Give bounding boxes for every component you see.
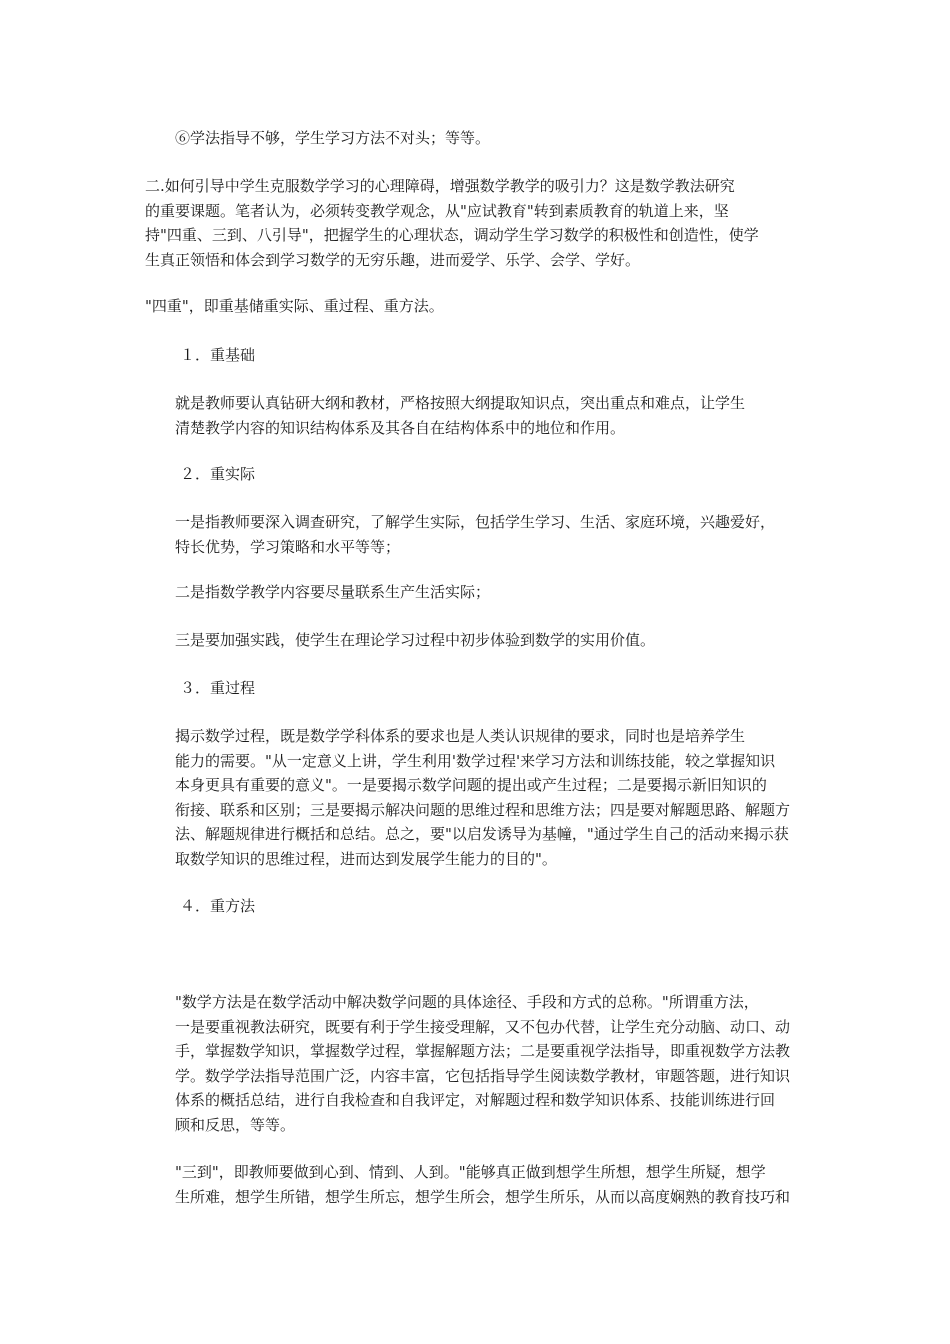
text-line: "四重"，即重基储重实际、重过程、重方法。 — [145, 297, 444, 315]
text-line: 取数学知识的思维过程，进而达到发展学生能力的目的"。 — [175, 849, 557, 868]
heading-text: ２．重实际 — [180, 465, 256, 483]
paragraph-process — [145, 724, 810, 871]
text-line: 本身更具有重要的意义"。一是要揭示数学问题的提出或产生过程；二是要揭示新旧知识的 — [175, 776, 767, 794]
text-line: 顾和反思，等等。 — [175, 1115, 296, 1134]
text-line: 体系的概括总结，进行自我检查和自我评定，对解题过程和数学知识体系、技能训练进行回 — [175, 1091, 776, 1109]
section-heading-basics — [180, 343, 480, 368]
paragraph-basics — [145, 391, 810, 440]
text-line: 清楚教学内容的知识结构体系及其各自在结构体系中的地位和作用。 — [175, 418, 626, 437]
text-line: 手，掌握数学知识，掌握数学过程，掌握解题方法；二是要重视学法指导，即重视数学方法教 — [175, 1042, 791, 1060]
text-line: 学。数学学法指导范围广泛，内容丰富，它包括指导学生阅读数学教材，审题答题，进行知识 — [175, 1066, 791, 1085]
section-heading-reality — [180, 462, 480, 487]
text-line: 生真正领悟和体会到学习数学的无穷乐趣，进而爱学、乐学、会学、学好。 — [145, 250, 641, 269]
heading-text: １．重基础 — [180, 346, 256, 364]
text-line: 能力的需要。"从一定意义上讲，学生利用'数学过程'来学习方法和训练技能，较之掌握知识 — [175, 751, 776, 770]
text-line: 揭示数学过程，既是数学学科体系的要求也是人类认识规律的要求，同时也是培养学生 — [175, 727, 746, 745]
text-line: 一是指教师要深入调查研究，了解学生实际，包括学生学习、生活、家庭环境，兴趣爱好， — [175, 513, 776, 531]
paragraph-study-method — [145, 126, 810, 151]
text-line: 就是教师要认真钻研大纲和教材，严格按照大纲提取知识点，突出重点和难点，让学生 — [175, 394, 746, 412]
text-line: 一是要重视教法研究，既要有利于学生接受理解，又不包办代替，让学生充分动脑、动口、动 — [175, 1017, 791, 1036]
text-line: 持"四重、三到、八引导"，把握学生的心理状态，调动学生学习数学的积极性和创造性，使学 — [145, 226, 759, 244]
paragraph-four-emphases — [145, 294, 810, 319]
text-line: 生所难，想学生所错，想学生所忘，想学生所会，想学生所乐，从而以高度娴熟的教育技巧和 — [175, 1187, 791, 1206]
section-heading-method — [180, 894, 480, 919]
text-line: 的重要课题。笔者认为，必须转变教学观念，从"应试教育"转到素质教育的轨道上来，坚 — [145, 201, 729, 220]
heading-text: ４．重方法 — [180, 897, 256, 915]
text-line: 二.如何引导中学生克服数学学习的心理障碍，增强数学教学的吸引力？这是数学教法研究 — [145, 177, 735, 195]
paragraph-reality-one — [145, 510, 810, 559]
text-line: 三是要加强实践，使学生在理论学习过程中初步体验到数学的实用价值。 — [175, 631, 656, 649]
text-line: 衔接、联系和区别；三是要揭示解决问题的思维过程和思维方法；四是要对解题思路、解题方 — [175, 800, 791, 819]
text-line: 二是指数学教学内容要尽量联系生产生活实际； — [175, 583, 491, 601]
text-line: "三到"，即教师要做到心到、情到、人到。"能够真正做到想学生所想，想学生所疑，想学 — [175, 1163, 766, 1181]
text-line: 特长优势，学习策略和水平等等； — [175, 537, 401, 556]
heading-text: ３．重过程 — [180, 679, 256, 697]
paragraph-three-arrivals — [145, 1160, 810, 1209]
paragraph-reality-two — [145, 580, 810, 605]
text-line: 法、解题规律进行概括和总结。总之，要"以启发诱导为基幢，"通过学生自己的活动来揭示获 — [175, 825, 789, 843]
section-heading-process — [180, 676, 480, 701]
paragraph-method — [145, 990, 810, 1137]
text-line: ⑥学法指导不够，学生学习方法不对头；等等。 — [175, 129, 491, 147]
paragraph-question-two — [145, 174, 810, 272]
text-line: "数学方法是在数学活动中解决数学问题的具体途径、手段和方式的总称。"所谓重方法， — [175, 993, 759, 1011]
paragraph-reality-three — [145, 628, 810, 653]
